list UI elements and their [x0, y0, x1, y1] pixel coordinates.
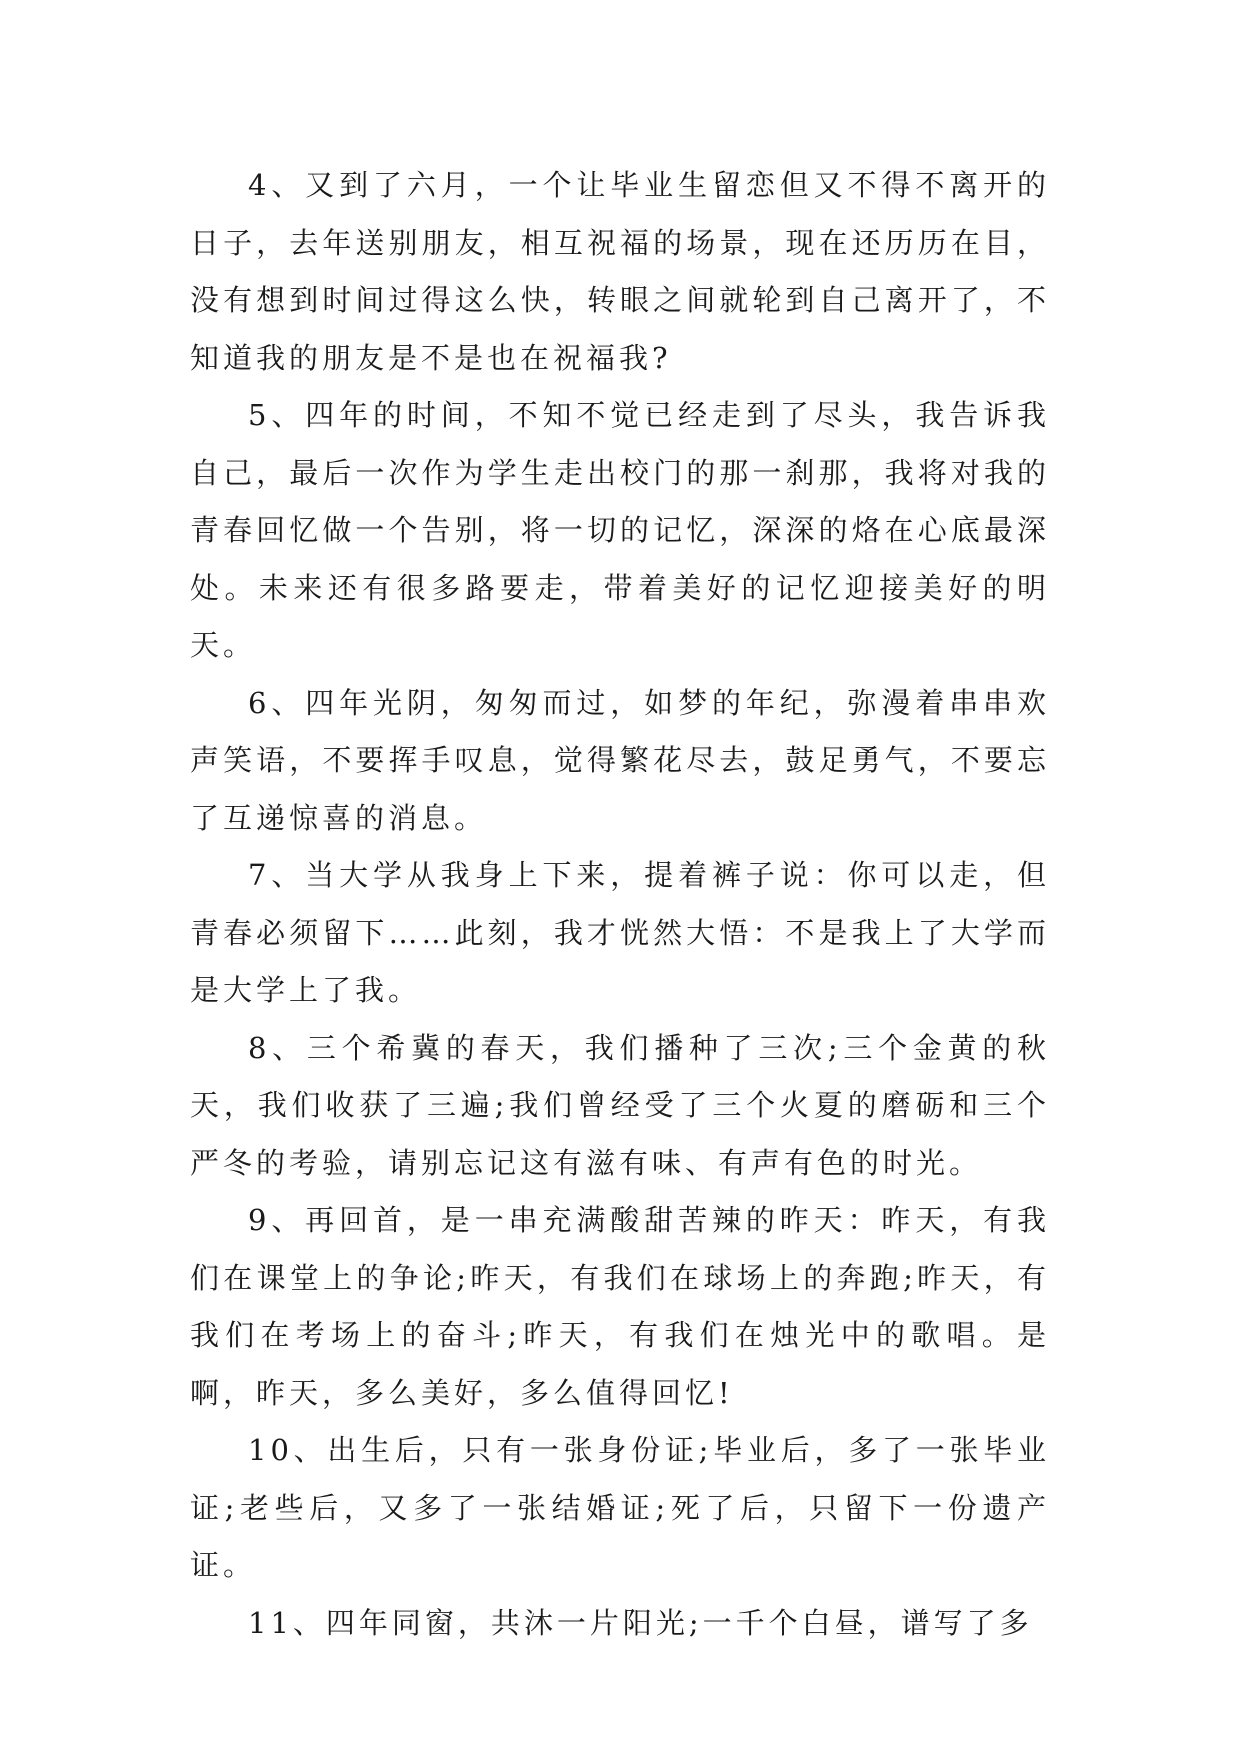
paragraph-5: 5、四年的时间，不知不觉已经走到了尽头，我告诉我自己，最后一次作为学生走出校门的那一刹那，我将对我的青春回忆做一个告别，将一切的记忆，深深的烙在心底最深处。未来还有很多路要走，带着美好的记忆迎接美好的明天。	[190, 398, 1050, 662]
paragraph-7: 7、当大学从我身上下来，提着裤子说：你可以走，但青春必须留下……此刻，我才恍然大悟：不是我上了大学而是大学上了我。	[190, 858, 1050, 1007]
paragraph-10: 10、出生后，只有一张身份证;毕业后，多了一张毕业证;老些后，又多了一张结婚证;死了后，只留下一份遗产证。	[190, 1433, 1050, 1582]
paragraph-11: 11、四年同窗，共沐一片阳光;一千个白昼，谱写了多	[248, 1605, 1033, 1640]
document-body	[190, 157, 1050, 1652]
paragraph-6: 6、四年光阴，匆匆而过，如梦的年纪，弥漫着串串欢声笑语，不要挥手叹息，觉得繁花尽去，鼓足勇气，不要忘了互递惊喜的消息。	[190, 685, 1050, 835]
paragraph-8: 8、三个希冀的春天，我们播种了三次;三个金黄的秋天，我们收获了三遍;我们曾经受了三个火夏的磨砺和三个严冬的考验，请别忘记这有滋有味、有声有色的时光。	[190, 1030, 1050, 1180]
paragraph-4: 4、又到了六月，一个让毕业生留恋但又不得不离开的日子，去年送别朋友，相互祝福的场景，现在还历历在目，没有想到时间过得这么快，转眼之间就轮到自己离开了，不知道我的朋友是不是也在祝福我?	[190, 168, 1050, 375]
paragraph-9: 9、再回首，是一串充满酸甜苦辣的昨天：昨天，有我们在课堂上的争论;昨天，有我们在球场上的奔跑;昨天，有我们在考场上的奋斗;昨天，有我们在烛光中的歌唱。是啊，昨天，多么美好，多么值得回忆!	[190, 1203, 1050, 1410]
